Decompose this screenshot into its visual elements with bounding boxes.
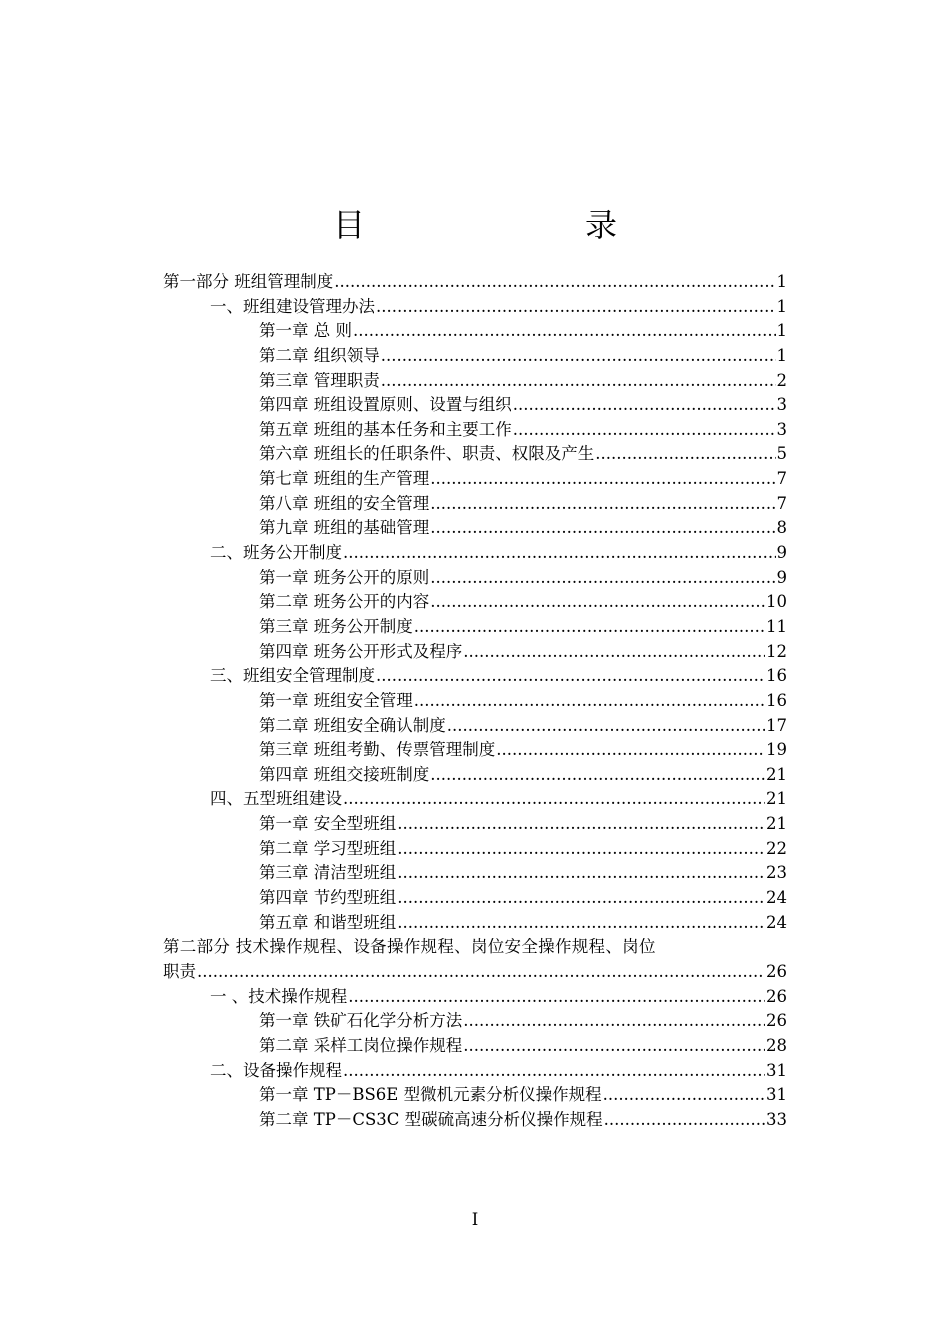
toc-entry-page: 22 (766, 838, 787, 858)
toc-leader-dots (430, 590, 765, 615)
toc-entry-title: 第四章 班组交接班制度 (259, 764, 430, 784)
toc-entry[interactable] (163, 590, 787, 615)
toc-entry-page: 26 (766, 961, 787, 981)
toc-entry-page: 1 (776, 272, 787, 291)
toc-entry-title: 第二章 班务公开的内容 (259, 592, 430, 612)
toc-leader-dots (447, 714, 765, 739)
toc-leader-dots (376, 295, 776, 320)
toc-entry-page: 28 (766, 1035, 787, 1055)
toc-leader-dots (397, 886, 765, 911)
toc-entry-title: 第八章 班组的安全管理 (259, 493, 430, 513)
toc-leader-dots (343, 787, 765, 812)
toc-entry-page: 26 (766, 986, 787, 1006)
toc-entry-page: 2 (776, 370, 787, 390)
toc-entry-title: 第七章 班组的生产管理 (259, 469, 430, 489)
toc-entry-title: 第三章 清洁型班组 (259, 863, 397, 883)
toc-entry[interactable] (163, 861, 787, 886)
toc-leader-dots (397, 911, 765, 936)
toc-entry-title: 第二章 班组安全确认制度 (259, 715, 446, 735)
toc-entry-page: 21 (766, 764, 787, 784)
toc-entry-title: 第二章 组织领导 (259, 345, 380, 365)
toc-leader-dots (430, 763, 765, 788)
toc-leader-dots (595, 442, 775, 467)
toc-entry-title: 第三章 班组考勤、传票管理制度 (259, 740, 496, 760)
toc-leader-dots (513, 393, 776, 418)
toc-entry-page: 23 (766, 863, 787, 883)
toc-entry[interactable] (163, 344, 787, 369)
toc-entry[interactable] (163, 467, 787, 492)
toc-entry-title: 第二章 TP－CS3C 型碳硫高速分析仪操作规程 (259, 1109, 603, 1129)
toc-entry[interactable] (163, 1083, 787, 1108)
toc-entry[interactable] (163, 615, 787, 640)
toc-entry-page: 21 (766, 814, 787, 834)
table-of-contents (163, 270, 787, 1132)
toc-leader-dots (414, 689, 765, 714)
toc-leader-dots (397, 837, 765, 862)
toc-entry-page: 24 (766, 912, 787, 932)
toc-leader-dots (414, 615, 765, 640)
toc-entry-page: 31 (766, 1085, 787, 1105)
toc-entry-page: 11 (766, 616, 787, 636)
toc-entry-title: 第一章 总 则 (259, 321, 352, 341)
toc-leader-dots (348, 985, 765, 1010)
toc-entry-title: 第一章 班组安全管理 (259, 690, 413, 710)
toc-leader-dots (381, 369, 776, 394)
toc-leader-dots (604, 1108, 765, 1133)
toc-entry[interactable] (163, 689, 787, 714)
toc-leader-dots (334, 270, 775, 295)
toc-entry[interactable] (163, 418, 787, 443)
toc-entry-title: 第一部分 班组管理制度 (163, 272, 334, 291)
toc-entry-page: 31 (766, 1060, 787, 1080)
toc-entry-title: 第五章 和谐型班组 (259, 912, 397, 932)
toc-leader-dots (430, 516, 775, 541)
toc-entry[interactable] (163, 738, 787, 763)
toc-leader-dots (343, 1059, 765, 1084)
toc-entry-title-wrapped[interactable]: 第二部分 技术操作规程、设备操作规程、岗位安全操作规程、岗位 (163, 937, 656, 957)
toc-entry-page: 16 (766, 690, 787, 710)
toc-entry-page: 17 (766, 715, 787, 735)
toc-entry-page: 5 (776, 444, 787, 464)
toc-entry[interactable] (163, 566, 787, 591)
toc-entry-title: 二、班务公开制度 (210, 543, 342, 563)
toc-leader-dots (397, 861, 765, 886)
toc-entry-title: 第一章 安全型班组 (259, 814, 397, 834)
toc-entry-title: 四、五型班组建设 (210, 789, 342, 809)
toc-leader-dots (463, 640, 765, 665)
toc-entry[interactable] (163, 1059, 787, 1084)
toc-leader-dots (397, 812, 765, 837)
toc-entry[interactable] (163, 369, 787, 394)
toc-entry[interactable] (163, 960, 787, 985)
toc-entry[interactable] (163, 516, 787, 541)
toc-entry-title: 第二章 采样工岗位操作规程 (259, 1035, 463, 1055)
toc-entry[interactable] (163, 319, 787, 344)
toc-entry-title: 第一章 铁矿石化学分析方法 (259, 1011, 463, 1031)
toc-entry-title: 一 、技术操作规程 (210, 986, 348, 1006)
toc-entry-page: 1 (776, 321, 787, 341)
toc-entry[interactable] (163, 1009, 787, 1034)
toc-entry-title: 第四章 班组设置原则、设置与组织 (259, 395, 512, 415)
toc-entry[interactable] (163, 911, 787, 936)
toc-entry-title: 第四章 节约型班组 (259, 888, 397, 908)
toc-entry[interactable] (163, 714, 787, 739)
toc-entry[interactable] (163, 295, 787, 320)
toc-entry[interactable] (163, 787, 787, 812)
toc-leader-dots (430, 492, 775, 517)
page-title: 目 录 (332, 206, 669, 244)
toc-entry-title: 第三章 班务公开制度 (259, 616, 413, 636)
toc-entry-page: 16 (766, 666, 787, 686)
toc-entry-title: 第二章 学习型班组 (259, 838, 397, 858)
toc-leader-dots (430, 467, 775, 492)
toc-entry-page: 19 (766, 740, 787, 760)
toc-entry-page: 9 (776, 543, 787, 563)
toc-entry[interactable] (163, 442, 787, 467)
toc-entry[interactable] (163, 664, 787, 689)
toc-entry-page: 7 (776, 469, 787, 489)
toc-entry-page: 24 (766, 888, 787, 908)
toc-entry-title: 第五章 班组的基本任务和主要工作 (259, 419, 512, 439)
toc-leader-dots (376, 664, 765, 689)
toc-entry-title: 第一章 TP－BS6E 型微机元素分析仪操作规程 (259, 1085, 602, 1105)
toc-entry-title: 三、班组安全管理制度 (210, 666, 375, 686)
toc-entry[interactable] (163, 985, 787, 1010)
toc-entry[interactable] (163, 812, 787, 837)
toc-leader-dots (343, 541, 776, 566)
toc-entry-page: 1 (776, 345, 787, 365)
toc-entry[interactable] (163, 640, 787, 665)
toc-entry[interactable] (163, 1108, 787, 1133)
toc-leader-dots (603, 1083, 765, 1108)
toc-entry-title: 职责 (163, 961, 196, 981)
toc-entry[interactable] (163, 886, 787, 911)
toc-entry-page: 7 (776, 493, 787, 513)
toc-entry[interactable] (163, 763, 787, 788)
toc-entry[interactable] (163, 393, 787, 418)
toc-entry[interactable] (163, 270, 787, 295)
toc-entry-title: 第六章 班组长的任职条件、职责、权限及产生 (259, 444, 595, 464)
toc-entry-page: 21 (766, 789, 787, 809)
toc-entry[interactable] (163, 541, 787, 566)
toc-entry-title: 第四章 班务公开形式及程序 (259, 641, 463, 661)
toc-entry-title: 一、班组建设管理办法 (210, 296, 375, 316)
toc-entry-page: 9 (776, 567, 787, 587)
toc-leader-dots (197, 960, 765, 985)
toc-entry[interactable] (163, 492, 787, 517)
toc-leader-dots (353, 319, 776, 344)
toc-leader-dots (463, 1034, 765, 1059)
toc-entry[interactable] (163, 1034, 787, 1059)
toc-leader-dots (496, 738, 765, 763)
toc-entry-page: 3 (776, 419, 787, 439)
toc-leader-dots (513, 418, 776, 443)
toc-entry-title: 第九章 班组的基础管理 (259, 518, 430, 538)
toc-entry-page: 8 (776, 518, 787, 538)
toc-entry-title: 二、设备操作规程 (210, 1060, 342, 1080)
toc-entry-page: 12 (766, 641, 787, 661)
page-number: I (471, 1210, 479, 1229)
toc-entry-page: 26 (766, 1011, 787, 1031)
toc-leader-dots (430, 566, 775, 591)
toc-entry-page: 10 (766, 592, 787, 612)
toc-entry-page: 3 (776, 395, 787, 415)
toc-leader-dots (381, 344, 776, 369)
toc-entry[interactable] (163, 837, 787, 862)
toc-leader-dots (463, 1009, 765, 1034)
toc-entry-page: 33 (766, 1109, 787, 1129)
toc-entry-title: 第三章 管理职责 (259, 370, 380, 390)
toc-entry-title: 第一章 班务公开的原则 (259, 567, 430, 587)
toc-entry-page: 1 (776, 296, 787, 316)
